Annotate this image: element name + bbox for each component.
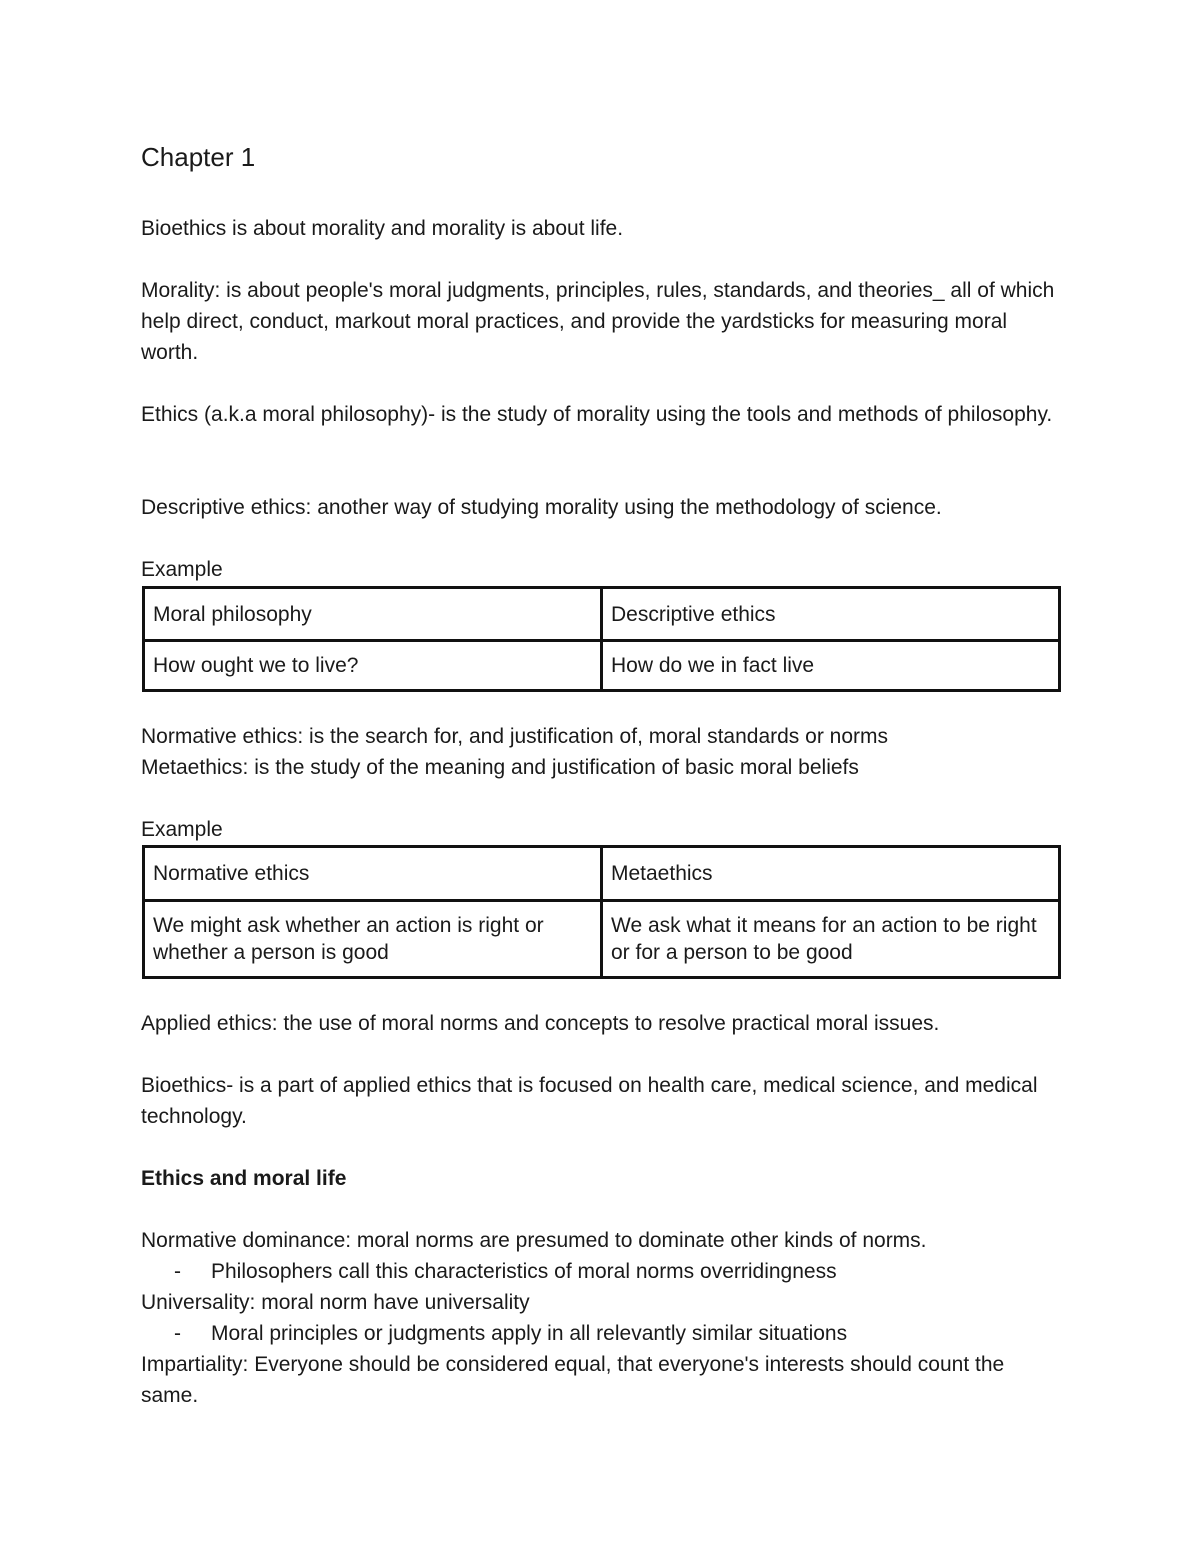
table-row: [144, 588, 1060, 641]
table-cell: How do we in fact live: [602, 641, 1060, 691]
list-item-text: Moral principles or judgments apply in all relevantly similar situations: [211, 1322, 848, 1345]
example-label: Example: [141, 558, 223, 581]
table-cell: We might ask whether an action is right or whether a person is good: [144, 901, 602, 978]
paragraph-descriptive-ethics: Descriptive ethics: another way of studying morality using the methodology of science.: [141, 496, 942, 519]
list-item-text: Philosophers call this characteristics of moral norms overridingness: [211, 1260, 837, 1283]
bullet-dash: -: [174, 1260, 181, 1283]
paragraph-metaethics: Metaethics: is the study of the meaning and justification of basic moral beliefs: [141, 756, 859, 779]
paragraph-bioethics-definition: Bioethics- is a part of applied ethics that is focused on health care, medical science, and medical technology.: [141, 1074, 1038, 1128]
table-cell: Metaethics: [602, 847, 1060, 901]
table-row: [144, 641, 1060, 691]
table-cell: Normative ethics: [144, 847, 602, 901]
table-cell: We ask what it means for an action to be right or for a person to be good: [602, 901, 1060, 978]
comparison-table-normative: [142, 845, 1061, 979]
paragraph-morality: Morality: is about people's moral judgments, principles, rules, standards, and theories_ all of which help direct, conduct, markout moral practices, and provide the yardsticks for measuring moral worth.: [141, 279, 1055, 364]
table-cell: Moral philosophy: [144, 588, 602, 641]
bullet-dash: -: [174, 1322, 181, 1345]
paragraph-bioethics-intro: Bioethics is about morality and morality is about life.: [141, 217, 624, 240]
section-heading: Ethics and moral life: [141, 1167, 347, 1190]
table-cell: Descriptive ethics: [602, 588, 1060, 641]
paragraph-normative-dominance: Normative dominance: moral norms are presumed to dominate other kinds of norms.: [141, 1229, 927, 1252]
paragraph-normative-ethics: Normative ethics: is the search for, and justification of, moral standards or norms: [141, 725, 888, 748]
table-cell: How ought we to live?: [144, 641, 602, 691]
paragraph-impartiality: Impartiality: Everyone should be considered equal, that everyone's interests should count the same.: [141, 1353, 1005, 1407]
paragraph-ethics: Ethics (a.k.a moral philosophy)- is the study of morality using the tools and methods of philosophy.: [141, 403, 1053, 426]
table-row: [144, 901, 1060, 978]
paragraph-universality: Universality: moral norm have universality: [141, 1291, 530, 1314]
paragraph-applied-ethics: Applied ethics: the use of moral norms and concepts to resolve practical moral issues.: [141, 1012, 940, 1035]
table-row: [144, 847, 1060, 901]
comparison-table-philosophy: [142, 586, 1061, 692]
page-title: Chapter 1: [141, 142, 256, 172]
example-label: Example: [141, 818, 223, 841]
